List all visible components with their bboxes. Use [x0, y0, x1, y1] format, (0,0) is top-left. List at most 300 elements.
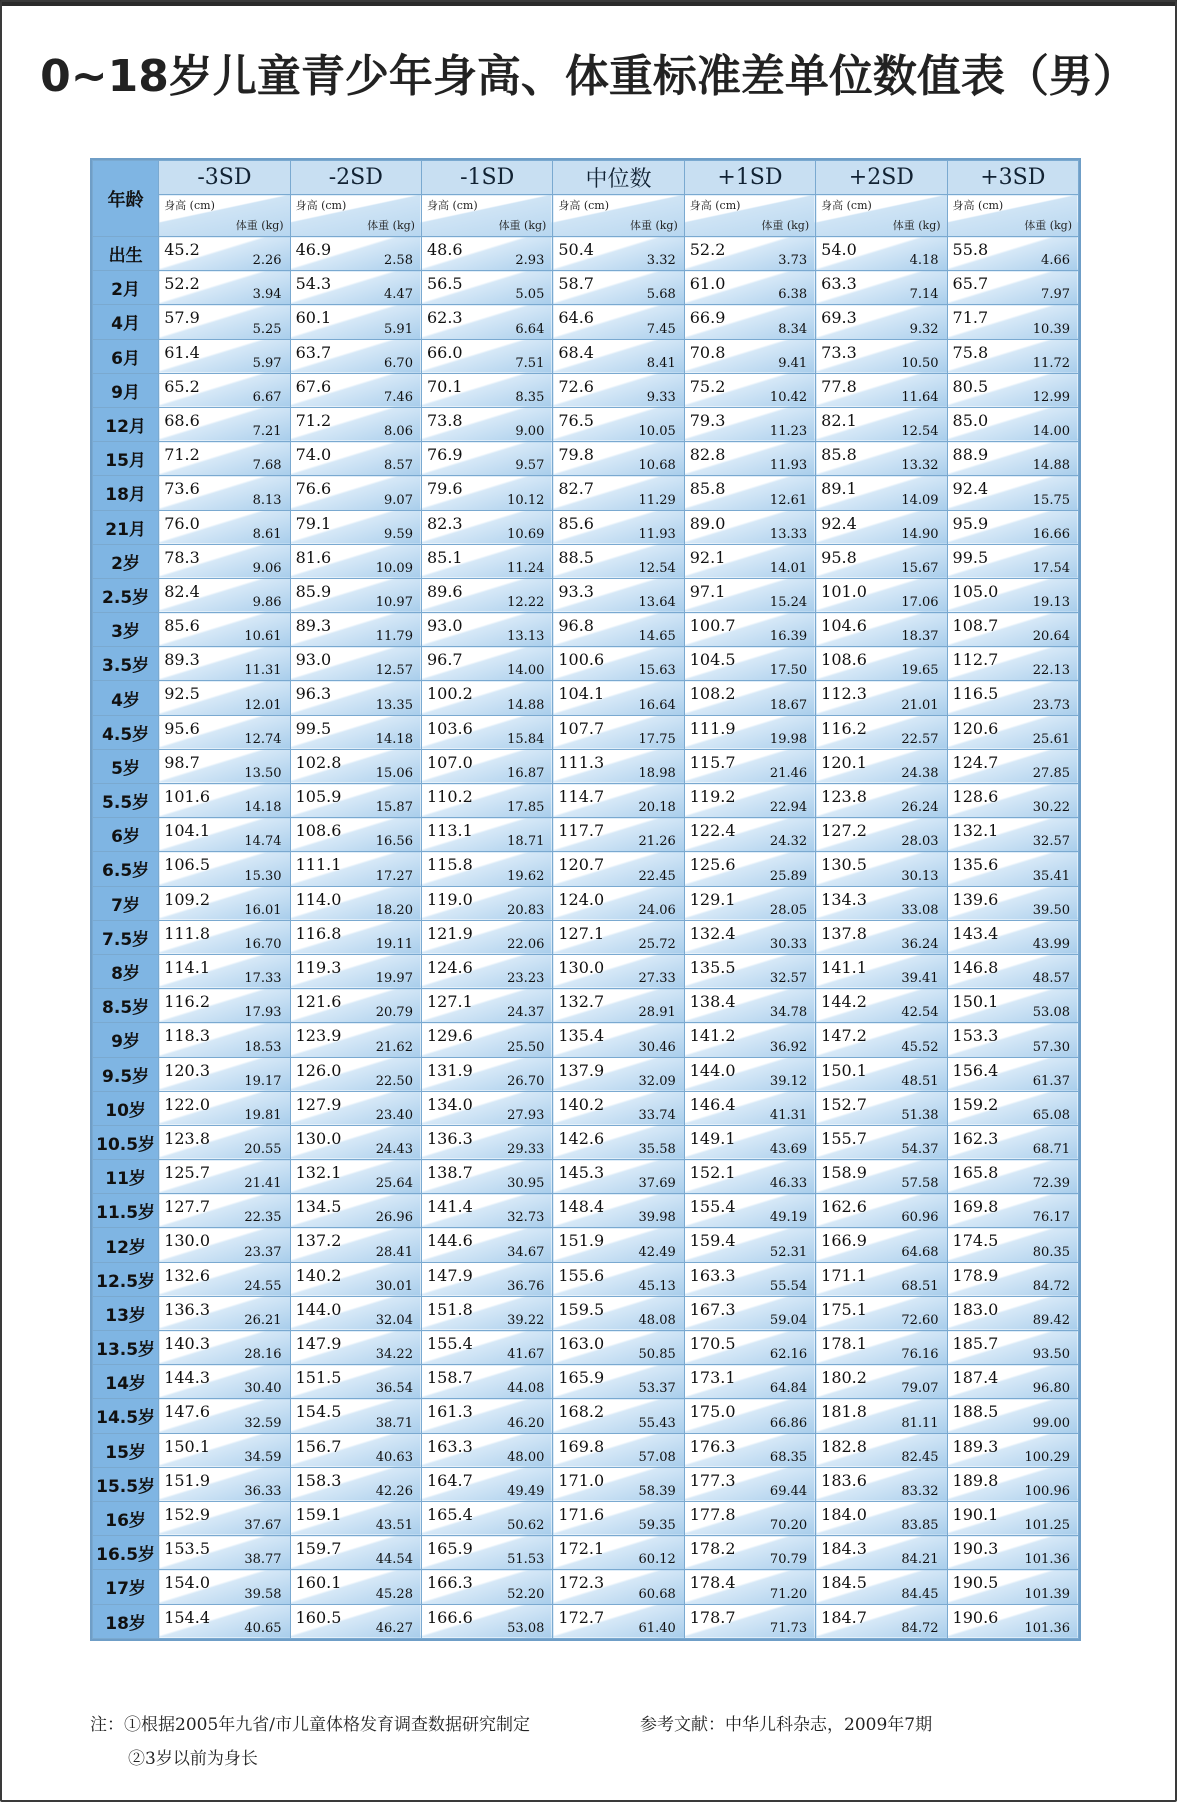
- weight-value: 99.00: [1032, 1415, 1070, 1431]
- value-cell: [816, 476, 947, 510]
- height-value: 92.4: [821, 513, 857, 533]
- height-value: 166.9: [821, 1231, 867, 1251]
- table-row: [93, 749, 1079, 783]
- value-cell: [553, 1091, 684, 1125]
- weight-value: 43.51: [375, 1518, 413, 1534]
- footnote-2: ②3岁以前为身长: [128, 1749, 258, 1769]
- value-cell: [421, 1125, 552, 1159]
- value-cell: [421, 715, 552, 749]
- age-cell: 15月: [93, 442, 159, 476]
- weight-value: 37.69: [638, 1176, 676, 1192]
- height-value: 152.1: [689, 1163, 736, 1183]
- height-value: 95.6: [164, 718, 200, 738]
- height-value: 99.5: [295, 718, 332, 738]
- value-cell: [947, 715, 1078, 749]
- height-value: 174.5: [952, 1231, 999, 1251]
- height-value: 123.8: [164, 1128, 210, 1148]
- age-cell: 14.5岁: [93, 1399, 159, 1433]
- value-cell: [421, 271, 552, 305]
- value-cell: [159, 476, 290, 510]
- weight-value: 37.67: [244, 1518, 282, 1534]
- weight-value: 8.35: [515, 389, 545, 405]
- weight-value: 55.54: [769, 1278, 808, 1294]
- weight-value: 13.35: [375, 697, 413, 713]
- height-value: 107.7: [558, 718, 605, 738]
- height-value: 181.8: [821, 1402, 867, 1422]
- value-cell: [290, 989, 421, 1023]
- weight-value: 40.63: [375, 1449, 413, 1465]
- weight-value: 20.79: [375, 1005, 413, 1021]
- value-cell: [290, 818, 421, 852]
- age-cell: 7.5岁: [93, 920, 159, 954]
- weight-value: 22.45: [638, 868, 676, 884]
- height-value: 190.1: [952, 1504, 999, 1524]
- table-row: [93, 1501, 1079, 1535]
- value-cell: [159, 442, 290, 476]
- weight-value: 100.96: [1024, 1483, 1070, 1499]
- weight-value: 40.65: [244, 1620, 282, 1636]
- height-value: 104.6: [821, 616, 867, 636]
- value-cell: [684, 1365, 815, 1399]
- weight-value: 16.56: [375, 834, 413, 850]
- value-cell: [684, 1194, 815, 1228]
- table-row: [93, 715, 1079, 749]
- weight-value: 25.61: [1032, 731, 1070, 747]
- value-cell: [947, 1160, 1078, 1194]
- value-cell: [816, 1160, 947, 1194]
- height-value: 155.6: [558, 1265, 605, 1285]
- value-cell: [553, 784, 684, 818]
- weight-value: 10.42: [769, 389, 808, 405]
- weight-value: 51.38: [901, 1107, 939, 1123]
- weight-value: 41.31: [769, 1107, 808, 1123]
- height-value: 177.3: [689, 1470, 736, 1490]
- height-value: 106.5: [164, 855, 210, 875]
- height-value: 112.7: [952, 650, 999, 670]
- weight-value: 23.73: [1032, 697, 1070, 713]
- weight-value: 14.88: [1032, 458, 1070, 474]
- column-subheader: [159, 195, 290, 237]
- column-header: -1SD: [421, 161, 552, 195]
- value-cell: [553, 373, 684, 407]
- weight-value: 42.54: [901, 1005, 939, 1021]
- value-cell: [290, 578, 421, 612]
- height-value: 172.1: [558, 1539, 605, 1559]
- weight-value: 25.89: [769, 868, 808, 884]
- weight-unit-label: 体重 (kg): [498, 219, 547, 232]
- value-cell: [816, 715, 947, 749]
- value-cell: [947, 237, 1078, 271]
- weight-value: 27.85: [1032, 766, 1070, 781]
- height-value: 159.5: [558, 1299, 605, 1319]
- table-row: [93, 1365, 1079, 1399]
- value-cell: [421, 681, 552, 715]
- value-cell: [290, 1433, 421, 1467]
- value-cell: [947, 1228, 1078, 1262]
- height-value: 73.8: [426, 410, 463, 430]
- weight-value: 25.50: [507, 1039, 545, 1055]
- age-cell: 13岁: [93, 1296, 159, 1330]
- height-value: 168.2: [558, 1402, 605, 1422]
- weight-value: 23.40: [375, 1107, 413, 1123]
- height-value: 97.1: [689, 581, 726, 601]
- height-value: 159.7: [295, 1539, 342, 1559]
- weight-value: 10.97: [375, 595, 413, 611]
- value-cell: [947, 442, 1078, 476]
- weight-value: 5.91: [384, 321, 413, 337]
- value-cell: [684, 1536, 815, 1570]
- height-value: 158.9: [821, 1163, 867, 1183]
- weight-value: 15.75: [1032, 492, 1070, 508]
- height-unit-label: 身高 (cm): [295, 199, 347, 212]
- age-cell: 6岁: [93, 818, 159, 852]
- age-cell: 14岁: [93, 1365, 159, 1399]
- age-cell: 11.5岁: [93, 1194, 159, 1228]
- value-cell: [553, 1365, 684, 1399]
- value-cell: [290, 613, 421, 647]
- value-cell: [553, 989, 684, 1023]
- height-value: 89.3: [164, 650, 200, 670]
- column-header: -2SD: [290, 161, 421, 195]
- column-header: +3SD: [947, 161, 1078, 195]
- height-value: 137.9: [558, 1060, 605, 1080]
- weight-value: 6.67: [252, 389, 282, 405]
- height-value: 116.2: [821, 718, 867, 738]
- table-row: [93, 407, 1079, 441]
- value-cell: [290, 1467, 421, 1501]
- height-value: 108.7: [952, 616, 999, 636]
- height-value: 123.8: [821, 787, 867, 806]
- weight-value: 12.61: [769, 492, 808, 508]
- height-value: 150.1: [821, 1060, 867, 1080]
- value-cell: [290, 715, 421, 749]
- value-cell: [159, 749, 290, 783]
- weight-value: 16.01: [244, 902, 282, 918]
- weight-value: 24.38: [901, 766, 939, 781]
- height-value: 96.8: [558, 616, 594, 636]
- weight-value: 70.20: [769, 1518, 808, 1534]
- value-cell: [290, 1091, 421, 1125]
- height-value: 128.6: [952, 787, 999, 806]
- weight-value: 18.98: [638, 766, 676, 781]
- value-cell: [290, 305, 421, 339]
- weight-value: 24.55: [244, 1278, 282, 1294]
- weight-value: 58.39: [638, 1483, 676, 1499]
- height-value: 116.5: [952, 684, 999, 704]
- height-value: 135.4: [558, 1026, 605, 1046]
- height-value: 95.9: [952, 513, 989, 533]
- value-cell: [159, 1296, 290, 1330]
- value-cell: [684, 1331, 815, 1365]
- weight-value: 64.84: [769, 1381, 808, 1397]
- height-value: 159.1: [295, 1504, 342, 1524]
- value-cell: [159, 852, 290, 886]
- weight-value: 50.85: [638, 1347, 676, 1363]
- weight-value: 36.92: [769, 1039, 808, 1055]
- height-value: 132.6: [164, 1265, 210, 1285]
- table-row: [93, 442, 1079, 476]
- value-cell: [159, 578, 290, 612]
- weight-value: 14.74: [244, 834, 282, 850]
- value-cell: [421, 1570, 552, 1604]
- value-cell: [816, 237, 947, 271]
- value-cell: [816, 1399, 947, 1433]
- height-value: 108.6: [295, 821, 342, 841]
- value-cell: [421, 339, 552, 373]
- age-cell: 4岁: [93, 681, 159, 715]
- value-cell: [553, 852, 684, 886]
- height-value: 71.2: [295, 410, 332, 430]
- weight-value: 17.85: [507, 800, 545, 816]
- weight-value: 9.41: [778, 355, 808, 371]
- weight-value: 80.35: [1032, 1244, 1070, 1260]
- weight-value: 7.68: [252, 458, 282, 474]
- weight-value: 17.93: [244, 1005, 282, 1021]
- value-cell: [684, 1467, 815, 1501]
- height-value: 169.8: [558, 1436, 605, 1456]
- height-value: 67.6: [295, 376, 332, 396]
- weight-value: 48.00: [507, 1449, 545, 1465]
- weight-value: 9.59: [384, 526, 413, 542]
- weight-value: 32.57: [769, 971, 808, 987]
- height-value: 153.5: [164, 1539, 210, 1559]
- weight-value: 57.08: [638, 1449, 676, 1465]
- age-cell: 17岁: [93, 1570, 159, 1604]
- height-value: 153.3: [952, 1026, 999, 1046]
- value-cell: [553, 578, 684, 612]
- weight-value: 28.05: [769, 902, 808, 918]
- age-cell: 16岁: [93, 1501, 159, 1535]
- height-value: 48.6: [426, 240, 463, 259]
- height-unit-label: 身高 (cm): [164, 199, 215, 212]
- height-value: 134.0: [426, 1094, 473, 1114]
- height-value: 144.3: [164, 1368, 210, 1388]
- value-cell: [816, 989, 947, 1023]
- age-cell: 4.5岁: [93, 715, 159, 749]
- value-cell: [816, 373, 947, 407]
- value-cell: [421, 954, 552, 988]
- value-cell: [159, 1125, 290, 1159]
- weight-value: 32.73: [507, 1210, 545, 1226]
- weight-value: 12.01: [244, 697, 282, 713]
- height-value: 85.9: [295, 581, 332, 601]
- weight-value: 46.20: [507, 1415, 545, 1431]
- height-value: 75.8: [952, 342, 989, 362]
- height-value: 123.9: [295, 1026, 342, 1046]
- table-row: [93, 1331, 1079, 1365]
- table-row: [93, 920, 1079, 954]
- value-cell: [421, 442, 552, 476]
- height-value: 177.8: [689, 1504, 736, 1524]
- age-cell: 12岁: [93, 1228, 159, 1262]
- height-value: 132.4: [689, 923, 736, 943]
- value-cell: [159, 271, 290, 305]
- height-value: 52.2: [689, 240, 726, 259]
- height-value: 127.9: [295, 1094, 342, 1114]
- value-cell: [421, 237, 552, 271]
- weight-value: 46.33: [769, 1176, 808, 1192]
- value-cell: [947, 681, 1078, 715]
- weight-value: 15.67: [901, 560, 939, 576]
- column-subheader: [553, 195, 684, 237]
- age-cell: 6.5岁: [93, 852, 159, 886]
- weight-value: 30.33: [769, 936, 808, 952]
- height-value: 159.4: [689, 1231, 736, 1251]
- value-cell: [553, 715, 684, 749]
- weight-value: 18.71: [507, 834, 545, 850]
- weight-value: 32.57: [1032, 834, 1070, 850]
- column-header: +1SD: [684, 161, 815, 195]
- height-value: 151.9: [558, 1231, 605, 1251]
- value-cell: [421, 407, 552, 441]
- height-unit-label: 身高 (cm): [558, 199, 610, 212]
- weight-value: 20.18: [638, 800, 676, 816]
- height-value: 185.7: [952, 1334, 999, 1353]
- height-value: 89.1: [821, 479, 857, 499]
- height-value: 124.6: [426, 957, 473, 977]
- height-value: 89.3: [295, 616, 332, 636]
- value-cell: [159, 373, 290, 407]
- value-cell: [947, 1057, 1078, 1091]
- value-cell: [553, 920, 684, 954]
- value-cell: [553, 1262, 684, 1296]
- weight-value: 10.05: [638, 424, 676, 440]
- height-value: 111.1: [295, 855, 342, 875]
- table-row: [93, 1536, 1079, 1570]
- value-cell: [553, 1536, 684, 1570]
- value-cell: [816, 305, 947, 339]
- weight-value: 21.46: [769, 766, 808, 781]
- value-cell: [553, 613, 684, 647]
- value-cell: [816, 1604, 947, 1638]
- value-cell: [947, 510, 1078, 544]
- height-value: 178.2: [689, 1539, 736, 1559]
- value-cell: [684, 476, 815, 510]
- weight-value: 10.61: [244, 629, 282, 645]
- weight-value: 25.64: [375, 1176, 413, 1192]
- value-cell: [816, 510, 947, 544]
- height-value: 122.4: [689, 821, 736, 841]
- height-value: 180.2: [821, 1368, 867, 1388]
- value-cell: [159, 818, 290, 852]
- weight-value: 30.01: [375, 1278, 413, 1294]
- weight-value: 41.67: [507, 1347, 545, 1363]
- value-cell: [947, 852, 1078, 886]
- weight-value: 12.74: [244, 731, 282, 747]
- value-cell: [290, 544, 421, 578]
- weight-unit-label: 体重 (kg): [235, 219, 284, 232]
- height-value: 120.3: [164, 1060, 210, 1080]
- height-value: 165.9: [426, 1539, 473, 1559]
- column-subheader: [421, 195, 552, 237]
- age-cell: 9月: [93, 373, 159, 407]
- weight-value: 18.53: [244, 1039, 282, 1055]
- height-value: 85.8: [689, 479, 726, 499]
- value-cell: [421, 647, 552, 681]
- height-value: 178.7: [689, 1607, 736, 1627]
- value-cell: [553, 681, 684, 715]
- value-cell: [159, 954, 290, 988]
- table-row: [93, 954, 1079, 988]
- value-cell: [159, 1433, 290, 1467]
- height-value: 121.9: [426, 923, 473, 943]
- table-row: [93, 989, 1079, 1023]
- height-value: 116.2: [164, 992, 210, 1012]
- weight-value: 8.13: [252, 492, 282, 508]
- height-value: 189.3: [952, 1436, 999, 1456]
- value-cell: [947, 886, 1078, 920]
- value-cell: [947, 1194, 1078, 1228]
- value-cell: [684, 1296, 815, 1330]
- height-value: 163.0: [558, 1334, 605, 1353]
- value-cell: [553, 1160, 684, 1194]
- height-value: 144.0: [689, 1060, 736, 1080]
- height-value: 136.3: [426, 1128, 473, 1148]
- height-value: 78.3: [164, 547, 200, 567]
- value-cell: [816, 647, 947, 681]
- height-value: 119.0: [426, 889, 473, 909]
- weight-value: 43.69: [769, 1142, 808, 1158]
- value-cell: [816, 886, 947, 920]
- value-cell: [553, 1023, 684, 1057]
- weight-value: 53.08: [1032, 1005, 1070, 1021]
- age-cell: 3.5岁: [93, 647, 159, 681]
- table-row: [93, 1399, 1079, 1433]
- height-value: 55.8: [952, 240, 989, 259]
- value-cell: [421, 818, 552, 852]
- weight-value: 48.51: [901, 1073, 939, 1089]
- height-value: 75.2: [689, 376, 726, 396]
- value-cell: [421, 1262, 552, 1296]
- weight-value: 10.39: [1032, 321, 1070, 337]
- value-cell: [816, 920, 947, 954]
- weight-value: 36.76: [507, 1278, 545, 1294]
- age-cell: 7岁: [93, 886, 159, 920]
- value-cell: [290, 510, 421, 544]
- height-value: 150.1: [164, 1436, 210, 1456]
- age-cell: 2月: [93, 271, 159, 305]
- weight-value: 15.63: [638, 663, 676, 679]
- value-cell: [421, 613, 552, 647]
- value-cell: [816, 1091, 947, 1125]
- height-value: 152.9: [164, 1504, 210, 1524]
- height-value: 140.2: [558, 1094, 605, 1114]
- height-value: 137.8: [821, 923, 867, 943]
- value-cell: [947, 544, 1078, 578]
- weight-value: 76.17: [1032, 1210, 1070, 1226]
- weight-value: 9.00: [515, 424, 545, 440]
- value-cell: [947, 818, 1078, 852]
- height-value: 80.5: [952, 376, 989, 396]
- height-value: 85.6: [558, 513, 594, 533]
- height-value: 138.7: [426, 1163, 473, 1183]
- value-cell: [159, 305, 290, 339]
- value-cell: [421, 1228, 552, 1262]
- value-cell: [816, 578, 947, 612]
- weight-value: 61.37: [1032, 1073, 1070, 1089]
- weight-value: 39.12: [769, 1073, 808, 1089]
- age-cell: 4月: [93, 305, 159, 339]
- weight-value: 6.38: [778, 287, 808, 303]
- weight-value: 36.54: [375, 1381, 413, 1397]
- weight-value: 39.58: [244, 1586, 282, 1602]
- height-value: 146.8: [952, 957, 999, 977]
- height-value: 120.6: [952, 718, 999, 738]
- height-value: 73.6: [164, 479, 200, 499]
- table-row: [93, 339, 1079, 373]
- height-value: 105.9: [295, 787, 342, 806]
- weight-value: 72.60: [901, 1313, 939, 1328]
